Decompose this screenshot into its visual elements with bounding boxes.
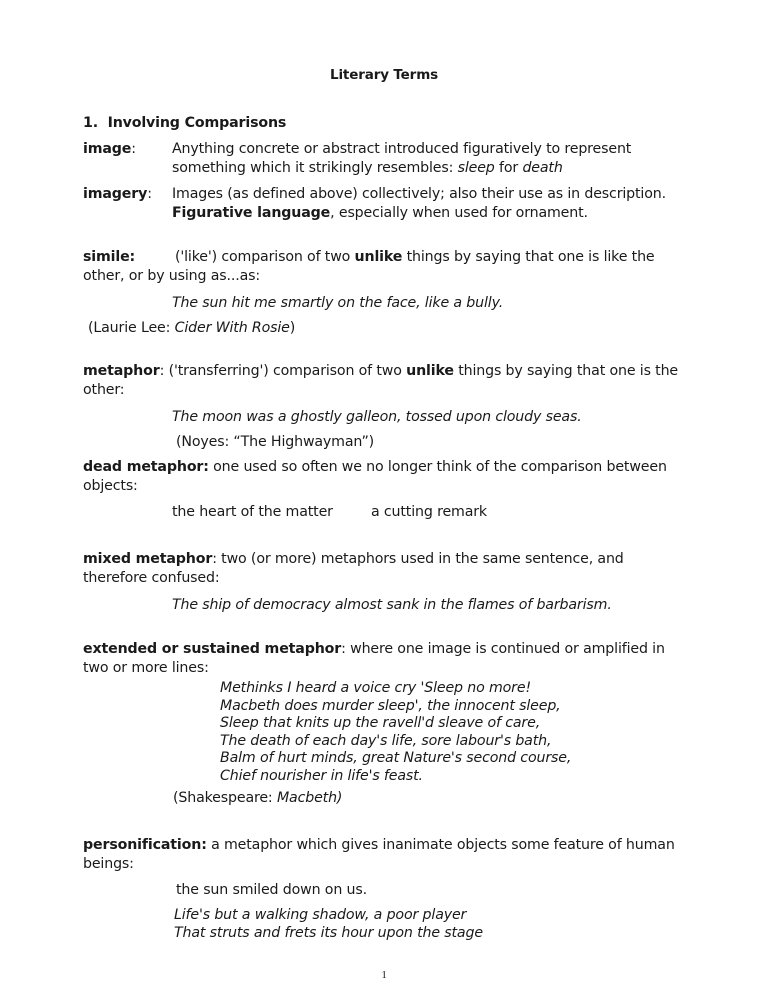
quote-line: Methinks I heard a voice cry 'Sleep no more! bbox=[220, 680, 531, 696]
definition-line: Images (as defined above) collectively; also their use as in description. bbox=[172, 186, 666, 202]
bold-text: Figurative language bbox=[172, 205, 331, 221]
shakespeare-quote bbox=[220, 680, 571, 786]
text: ) bbox=[289, 320, 296, 336]
term-label: imagery bbox=[83, 186, 148, 202]
quote-source bbox=[88, 319, 295, 338]
definition-line: objects: bbox=[83, 478, 138, 494]
colon: : bbox=[131, 141, 136, 157]
quote-line: Macbeth does murder sleep', the innocent sleep, bbox=[220, 697, 561, 714]
italic-text: sleep bbox=[457, 160, 495, 176]
definition-line bbox=[172, 204, 588, 223]
definition-line: therefore confused: bbox=[83, 570, 220, 586]
text: (Shakespeare: bbox=[173, 790, 277, 806]
definition-line: two or more lines: bbox=[83, 660, 209, 676]
definition-line bbox=[175, 248, 655, 267]
term-label: mixed metaphor bbox=[83, 551, 213, 567]
term-dead-metaphor bbox=[83, 458, 667, 477]
text: something which it strikingly resembles: bbox=[172, 160, 458, 176]
page-number: 1 bbox=[381, 969, 387, 981]
colon: : bbox=[159, 363, 165, 379]
text: (Laurie Lee: bbox=[88, 320, 175, 336]
section-number: 1. bbox=[83, 115, 98, 131]
italic-text: Cider With Rosie bbox=[174, 320, 290, 336]
term-label: image bbox=[83, 141, 132, 157]
term-image bbox=[83, 140, 136, 159]
term-label: dead metaphor: bbox=[83, 459, 209, 475]
text: for bbox=[494, 160, 523, 176]
term-label: metaphor bbox=[83, 363, 160, 379]
definition-line bbox=[172, 159, 563, 178]
quote-line: That struts and frets its hour upon the stage bbox=[174, 925, 483, 941]
italic-text: death bbox=[522, 160, 563, 176]
text: things by saying that one is the bbox=[453, 363, 678, 379]
text: ('transferring') comparison of two bbox=[164, 363, 407, 379]
term-extended-metaphor bbox=[83, 640, 665, 659]
example-text: a cutting remark bbox=[371, 504, 487, 520]
bold-text: unlike bbox=[406, 363, 454, 379]
example-quote: The sun hit me smartly on the face, like a bully. bbox=[172, 295, 504, 311]
text: : two (or more) metaphors used in the same sentence, and bbox=[212, 551, 624, 567]
example-quote: The ship of democracy almost sank in the flames of barbarism. bbox=[172, 597, 612, 613]
quote-line: Chief nourisher in life's feast. bbox=[220, 767, 423, 784]
term-simile bbox=[83, 248, 135, 267]
quote-line: The death of each day's life, sore labour's bath, bbox=[220, 732, 552, 749]
text: : where one image is continued or amplified in bbox=[341, 641, 665, 657]
text: things by saying that one is like the bbox=[402, 249, 655, 265]
quote-source bbox=[173, 789, 342, 808]
text: ('like') comparison of two bbox=[175, 249, 355, 265]
example-quote: The moon was a ghostly galleon, tossed upon cloudy seas. bbox=[172, 409, 582, 425]
term-label: personification: bbox=[83, 837, 207, 853]
definition-line: beings: bbox=[83, 856, 134, 872]
page-title: Literary Terms bbox=[330, 67, 438, 83]
quote-line: Life's but a walking shadow, a poor player bbox=[174, 907, 467, 923]
section-heading bbox=[83, 114, 286, 133]
term-label: extended or sustained metaphor bbox=[83, 641, 342, 657]
definition-line: other, or by using as...as: bbox=[83, 268, 261, 284]
text: , especially when used for ornament. bbox=[330, 205, 588, 221]
personification-quote bbox=[174, 906, 483, 942]
quote-line: Sleep that knits up the ravell'd sleave of care, bbox=[220, 715, 541, 732]
term-personification bbox=[83, 836, 675, 855]
example-text: the sun smiled down on us. bbox=[176, 882, 367, 898]
example-text: the heart of the matter bbox=[172, 504, 333, 520]
text: a metaphor which gives inanimate objects some feature of human bbox=[206, 837, 675, 853]
section-title: Involving Comparisons bbox=[107, 115, 287, 131]
quote-line: Balm of hurt minds, great Nature's second course, bbox=[220, 750, 572, 767]
quote-source: (Noyes: “The Highwayman”) bbox=[176, 434, 375, 450]
term-mixed-metaphor bbox=[83, 550, 624, 569]
colon: : bbox=[147, 186, 152, 202]
text: one used so often we no longer think of the comparison between bbox=[208, 459, 667, 475]
bold-text: unlike bbox=[354, 249, 403, 265]
term-label: simile: bbox=[83, 249, 136, 265]
definition-line: Anything concrete or abstract introduced figuratively to represent bbox=[172, 141, 632, 157]
term-metaphor bbox=[83, 362, 678, 381]
term-imagery bbox=[83, 185, 152, 204]
definition-line: other: bbox=[83, 382, 125, 398]
italic-text: Macbeth) bbox=[276, 790, 343, 806]
